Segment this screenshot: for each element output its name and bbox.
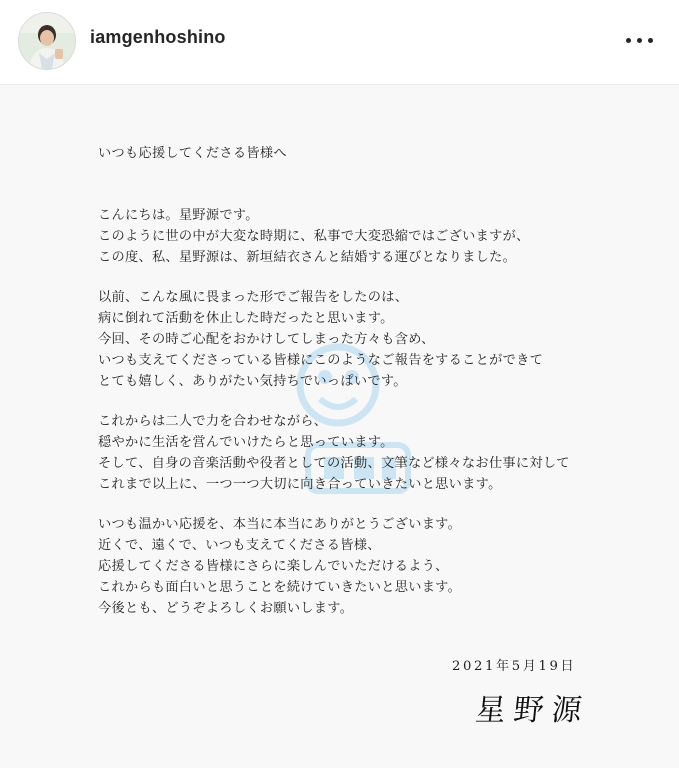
letter-date: 2021年5月19日 (452, 659, 577, 674)
letter-line: 応援してくださる皆様にさらに楽しんでいただけるよう、 (98, 559, 449, 574)
letter-line: これからも面白いと思うことを続けていきたいと思います。 (98, 580, 462, 595)
letter-line: これまで以上に、一つ一つ大切に向き合っていきたいと思います。 (98, 477, 502, 492)
more-dot (637, 38, 642, 43)
letter-line: 今後とも、どうぞよろしくお願いします。 (98, 601, 354, 616)
letter-line: このように世の中が大変な時期に、私事で大変恐縮ではございますが、 (98, 229, 530, 244)
letter-line: これからは二人で力を合わせながら、 (98, 414, 328, 429)
letter-line: いつも支えてくださっている皆様にこのようなご報告をすることができて (98, 353, 544, 368)
post-header (0, 0, 679, 85)
letter-line: 以前、こんな風に畏まった形でご報告をしたのは、 (98, 290, 409, 305)
letter-line: こんにちは。星野源です。 (98, 208, 259, 223)
letter-line: 今回、その時ご心配をおかけしてしまった方々も含め、 (98, 332, 435, 347)
letter-line: 近くで、遠くで、いつも支えてくださる皆様、 (98, 538, 381, 553)
more-options-icon[interactable] (623, 28, 657, 52)
letter-line: 病に倒れて活動を休止した時だったと思います。 (98, 311, 394, 326)
more-dot (626, 38, 631, 43)
signature: 星野源 (473, 693, 592, 728)
letter-line: 穏やかに生活を営んでいけたらと思っています。 (98, 435, 394, 450)
username[interactable]: iamgenhoshino (90, 27, 226, 47)
letter-line: そして、自身の音楽活動や役者としての活動、文筆など様々なお仕事に対して (98, 456, 570, 471)
letter-line: とても嬉しく、ありがたい気持ちでいっぱいです。 (98, 374, 407, 389)
letter-image[interactable] (0, 85, 679, 768)
avatar[interactable] (18, 12, 76, 70)
letter-salutation: いつも応援してくださる皆様へ (98, 146, 287, 161)
letter-line: この度、私、星野源は、新垣結衣さんと結婚する運びとなりました。 (98, 250, 517, 265)
more-dot (648, 38, 653, 43)
avatar-photo (19, 13, 75, 69)
letter-line: いつも温かい応援を、本当に本当にありがとうございます。 (98, 517, 462, 532)
